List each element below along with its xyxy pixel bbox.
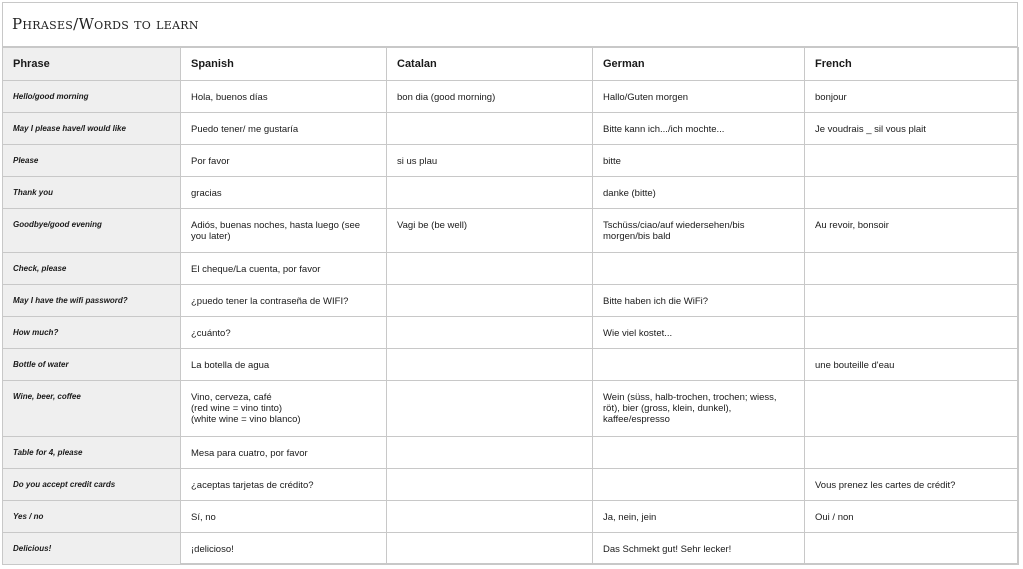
catalan-cell[interactable] (387, 533, 593, 565)
german-cell[interactable] (593, 253, 805, 285)
catalan-cell[interactable] (387, 285, 593, 317)
table-row (3, 437, 1019, 469)
catalan-cell[interactable] (387, 381, 593, 437)
catalan-cell[interactable]: Vagi be (be well) (387, 209, 593, 253)
spanish-cell[interactable]: La botella de agua (181, 349, 387, 381)
spanish-cell[interactable]: Mesa para cuatro, por favor (181, 437, 387, 469)
french-cell[interactable] (805, 381, 1019, 437)
french-cell[interactable]: Vous prenez les cartes de crédit? (805, 469, 1019, 501)
german-cell[interactable]: Wie viel kostet... (593, 317, 805, 349)
table-row (3, 145, 1019, 177)
french-cell[interactable] (805, 533, 1019, 565)
german-cell[interactable]: Hallo/Guten morgen (593, 81, 805, 113)
french-cell[interactable]: bonjour (805, 81, 1019, 113)
phrase-cell[interactable]: Check, please (3, 253, 181, 285)
title-bar (2, 2, 1018, 47)
spanish-cell[interactable]: gracias (181, 177, 387, 209)
german-cell[interactable]: Bitte kann ich.../ich mochte... (593, 113, 805, 145)
phrase-cell[interactable]: Table for 4, please (3, 437, 181, 469)
catalan-cell[interactable] (387, 253, 593, 285)
french-cell[interactable]: une bouteille d'eau (805, 349, 1019, 381)
catalan-cell[interactable]: si us plau (387, 145, 593, 177)
spanish-cell[interactable]: Adiós, buenas noches, hasta luego (see you later) (181, 209, 387, 253)
table-row (3, 81, 1019, 113)
phrase-cell[interactable]: Please (3, 145, 181, 177)
table-row (3, 381, 1019, 437)
spanish-cell[interactable]: Por favor (181, 145, 387, 177)
table-header-row (3, 48, 1019, 81)
phrase-cell[interactable]: May I please have/I would like (3, 113, 181, 145)
german-cell[interactable]: Ja, nein, jein (593, 501, 805, 533)
french-cell[interactable] (805, 253, 1019, 285)
german-cell[interactable]: danke (bitte) (593, 177, 805, 209)
german-cell[interactable]: bitte (593, 145, 805, 177)
french-cell[interactable] (805, 437, 1019, 469)
spanish-cell[interactable]: Puedo tener/ me gustaría (181, 113, 387, 145)
spanish-cell[interactable]: Vino, cerveza, café (red wine = vino tinto) (white wine = vino blanco) (181, 381, 387, 437)
spanish-cell[interactable]: ¿aceptas tarjetas de crédito? (181, 469, 387, 501)
phrase-cell[interactable]: Wine, beer, coffee (3, 381, 181, 437)
phrase-cell[interactable]: How much? (3, 317, 181, 349)
table-row (3, 253, 1019, 285)
catalan-cell[interactable] (387, 501, 593, 533)
page-title: Phrases/Words to learn (12, 15, 199, 33)
catalan-cell[interactable] (387, 437, 593, 469)
german-cell[interactable]: Bitte haben ich die WiFi? (593, 285, 805, 317)
catalan-cell[interactable] (387, 469, 593, 501)
phrase-cell[interactable]: Do you accept credit cards (3, 469, 181, 501)
french-cell[interactable] (805, 145, 1019, 177)
spanish-cell[interactable]: ¿puedo tener la contraseña de WIFI? (181, 285, 387, 317)
french-cell[interactable]: Au revoir, bonsoir (805, 209, 1019, 253)
header-phrase[interactable]: Phrase (3, 48, 181, 81)
german-cell[interactable] (593, 349, 805, 381)
spanish-cell[interactable]: ¿cuánto? (181, 317, 387, 349)
table-row (3, 113, 1019, 145)
french-cell[interactable]: Je voudrais _ sil vous plait (805, 113, 1019, 145)
header-catalan[interactable]: Catalan (387, 48, 593, 81)
catalan-cell[interactable] (387, 317, 593, 349)
phrase-cell[interactable]: Bottle of water (3, 349, 181, 381)
catalan-cell[interactable] (387, 349, 593, 381)
table-row (3, 469, 1019, 501)
catalan-cell[interactable]: bon dia (good morning) (387, 81, 593, 113)
table-row (3, 285, 1019, 317)
header-spanish[interactable]: Spanish (181, 48, 387, 81)
french-cell[interactable] (805, 285, 1019, 317)
phrases-table (2, 47, 1019, 565)
german-cell[interactable] (593, 437, 805, 469)
phrase-cell[interactable]: Delicious! (3, 533, 181, 565)
phrase-cell[interactable]: Hello/good morning (3, 81, 181, 113)
french-cell[interactable] (805, 317, 1019, 349)
table-row (3, 533, 1019, 565)
table-row (3, 177, 1019, 209)
phrase-cell[interactable]: Goodbye/good evening (3, 209, 181, 253)
german-cell[interactable]: Das Schmekt gut! Sehr lecker! (593, 533, 805, 565)
spanish-cell[interactable]: ¡delicioso! (181, 533, 387, 565)
spanish-cell[interactable]: El cheque/La cuenta, por favor (181, 253, 387, 285)
header-french[interactable]: French (805, 48, 1019, 81)
german-cell[interactable]: Wein (süss, halb-trochen, trochen; wiess, röt), bier (gross, klein, dunkel), kaffee/espresso (593, 381, 805, 437)
german-cell[interactable]: Tschüss/ciao/auf wiedersehen/bis morgen/bis bald (593, 209, 805, 253)
catalan-cell[interactable] (387, 177, 593, 209)
table-row (3, 349, 1019, 381)
spanish-cell[interactable]: Hola, buenos días (181, 81, 387, 113)
french-cell[interactable] (805, 177, 1019, 209)
phrase-cell[interactable]: Thank you (3, 177, 181, 209)
phrase-cell[interactable]: Yes / no (3, 501, 181, 533)
header-german[interactable]: German (593, 48, 805, 81)
table-row (3, 317, 1019, 349)
phrase-cell[interactable]: May I have the wifi password? (3, 285, 181, 317)
table-row (3, 501, 1019, 533)
table-row (3, 209, 1019, 253)
german-cell[interactable] (593, 469, 805, 501)
french-cell[interactable]: Oui / non (805, 501, 1019, 533)
spanish-cell[interactable]: Sí, no (181, 501, 387, 533)
catalan-cell[interactable] (387, 113, 593, 145)
